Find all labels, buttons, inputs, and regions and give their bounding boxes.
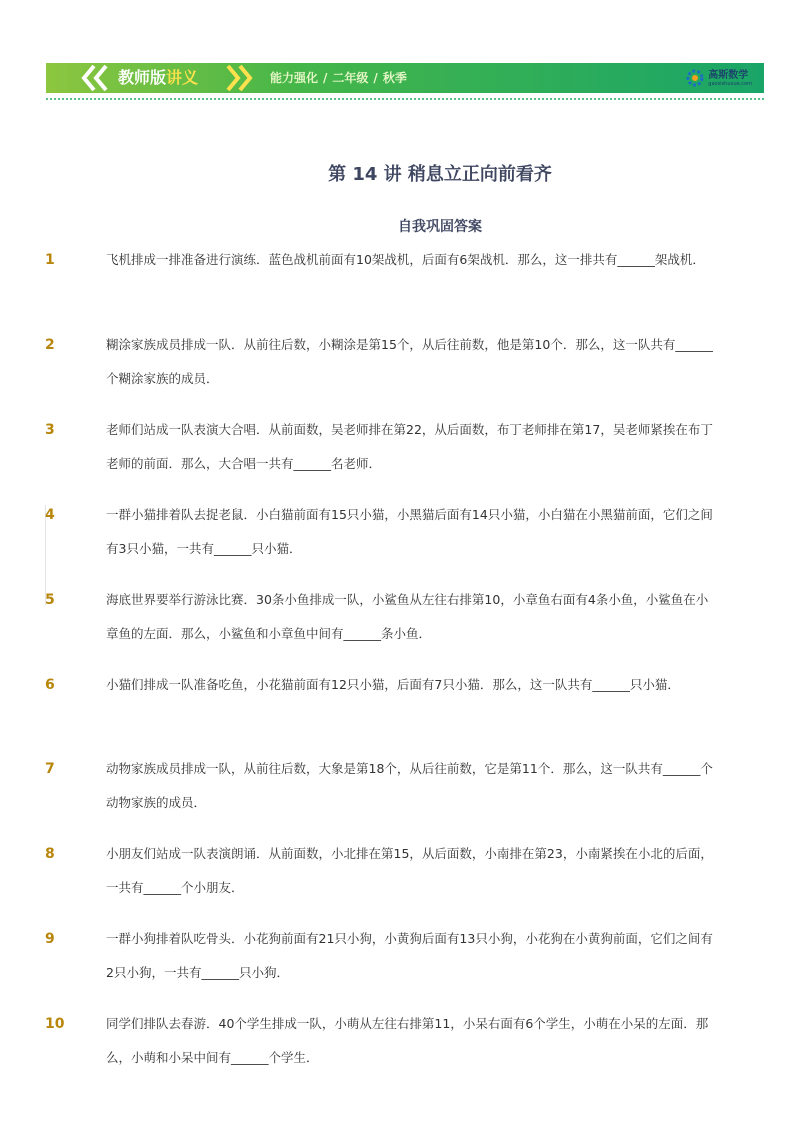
breadcrumb-separator: /	[323, 71, 328, 85]
question-number: 3	[45, 422, 55, 438]
question-text: 老师们站成一队表演大合唱．从前面数，吴老师排在第22，从后面数，布丁老师排在第17，吴老师紧挨在布丁老师的前面．那么，大合唱一共有______名老师．	[106, 422, 713, 471]
question-number: 6	[45, 677, 55, 693]
question-text: 糊涂家族成员排成一队．从前往后数，小糊涂是第15个，从后往前数，他是第10个．那么，这一队共有______个糊涂家族的成员．	[106, 337, 713, 386]
question-number: 8	[45, 846, 55, 862]
brand-accent: 讲义	[166, 68, 199, 87]
question-text: 一群小猫排着队去捉老鼠．小白猫前面有15只小猫，小黑猫后面有14只小猫，小白猫在小黑猫前面，它们之间有3只小猫，一共有______只小猫．	[106, 507, 713, 556]
question-number: 2	[45, 337, 55, 353]
question-text: 海底世界要举行游泳比赛．30条小鱼排成一队，小鲨鱼从左往右排第10，小章鱼右面有4条小鱼，小鲨鱼在小章鱼的左面．那么，小鲨鱼和小章鱼中间有______条小鱼．	[106, 592, 709, 641]
section-title: 自我巩固答案	[398, 219, 482, 235]
question-text: 小猫们排成一队准备吃鱼，小花猫前面有12只小猫，后面有7只小猫．那么，这一队共有______只小猫．	[106, 677, 680, 692]
breadcrumb-item: 秋季	[382, 71, 407, 85]
question-text: 小朋友们站成一队表演朗诵．从前面数，小北排在第15，从后面数，小南排在第23，小南紧挨在小北的后面，一共有______个小朋友．	[106, 846, 713, 895]
question-number: 10	[45, 1016, 65, 1032]
question-number: 4	[45, 507, 55, 523]
question-text: 一群小狗排着队吃骨头．小花狗前面有21只小狗，小黄狗后面有13只小狗，小花狗在小黄狗前面，它们之间有2只小狗，一共有______只小狗．	[106, 931, 713, 980]
question-number: 5	[45, 592, 55, 608]
logo-url: gaosishuxue.com	[708, 80, 752, 87]
question-number: 9	[45, 931, 55, 947]
lecture-title: 第 14 讲 稍息立正向前看齐	[328, 164, 552, 185]
breadcrumb-separator: /	[373, 71, 378, 85]
breadcrumb-item: 能力强化	[270, 71, 319, 85]
question-number: 7	[45, 761, 55, 777]
logo-name: 高斯数学	[708, 69, 749, 81]
question-text: 动物家族成员排成一队，从前往后数，大象是第18个，从后往前数，它是第11个．那么，这一队共有______个动物家族的成员．	[106, 761, 713, 810]
question-text: 同学们排队去春游．40个学生排成一队，小萌从左往右排第11，小呆右面有6个学生，小萌在小呆的左面．那么，小萌和小呆中间有______个学生．	[106, 1016, 709, 1065]
question-text: 飞机排成一排准备进行演练．蓝色战机前面有10架战机，后面有6架战机．那么，这一排共有______架战机．	[106, 252, 705, 267]
brand-main: 教师版	[118, 68, 167, 87]
question-number: 1	[45, 252, 55, 268]
breadcrumb-item: 二年级	[332, 71, 369, 85]
